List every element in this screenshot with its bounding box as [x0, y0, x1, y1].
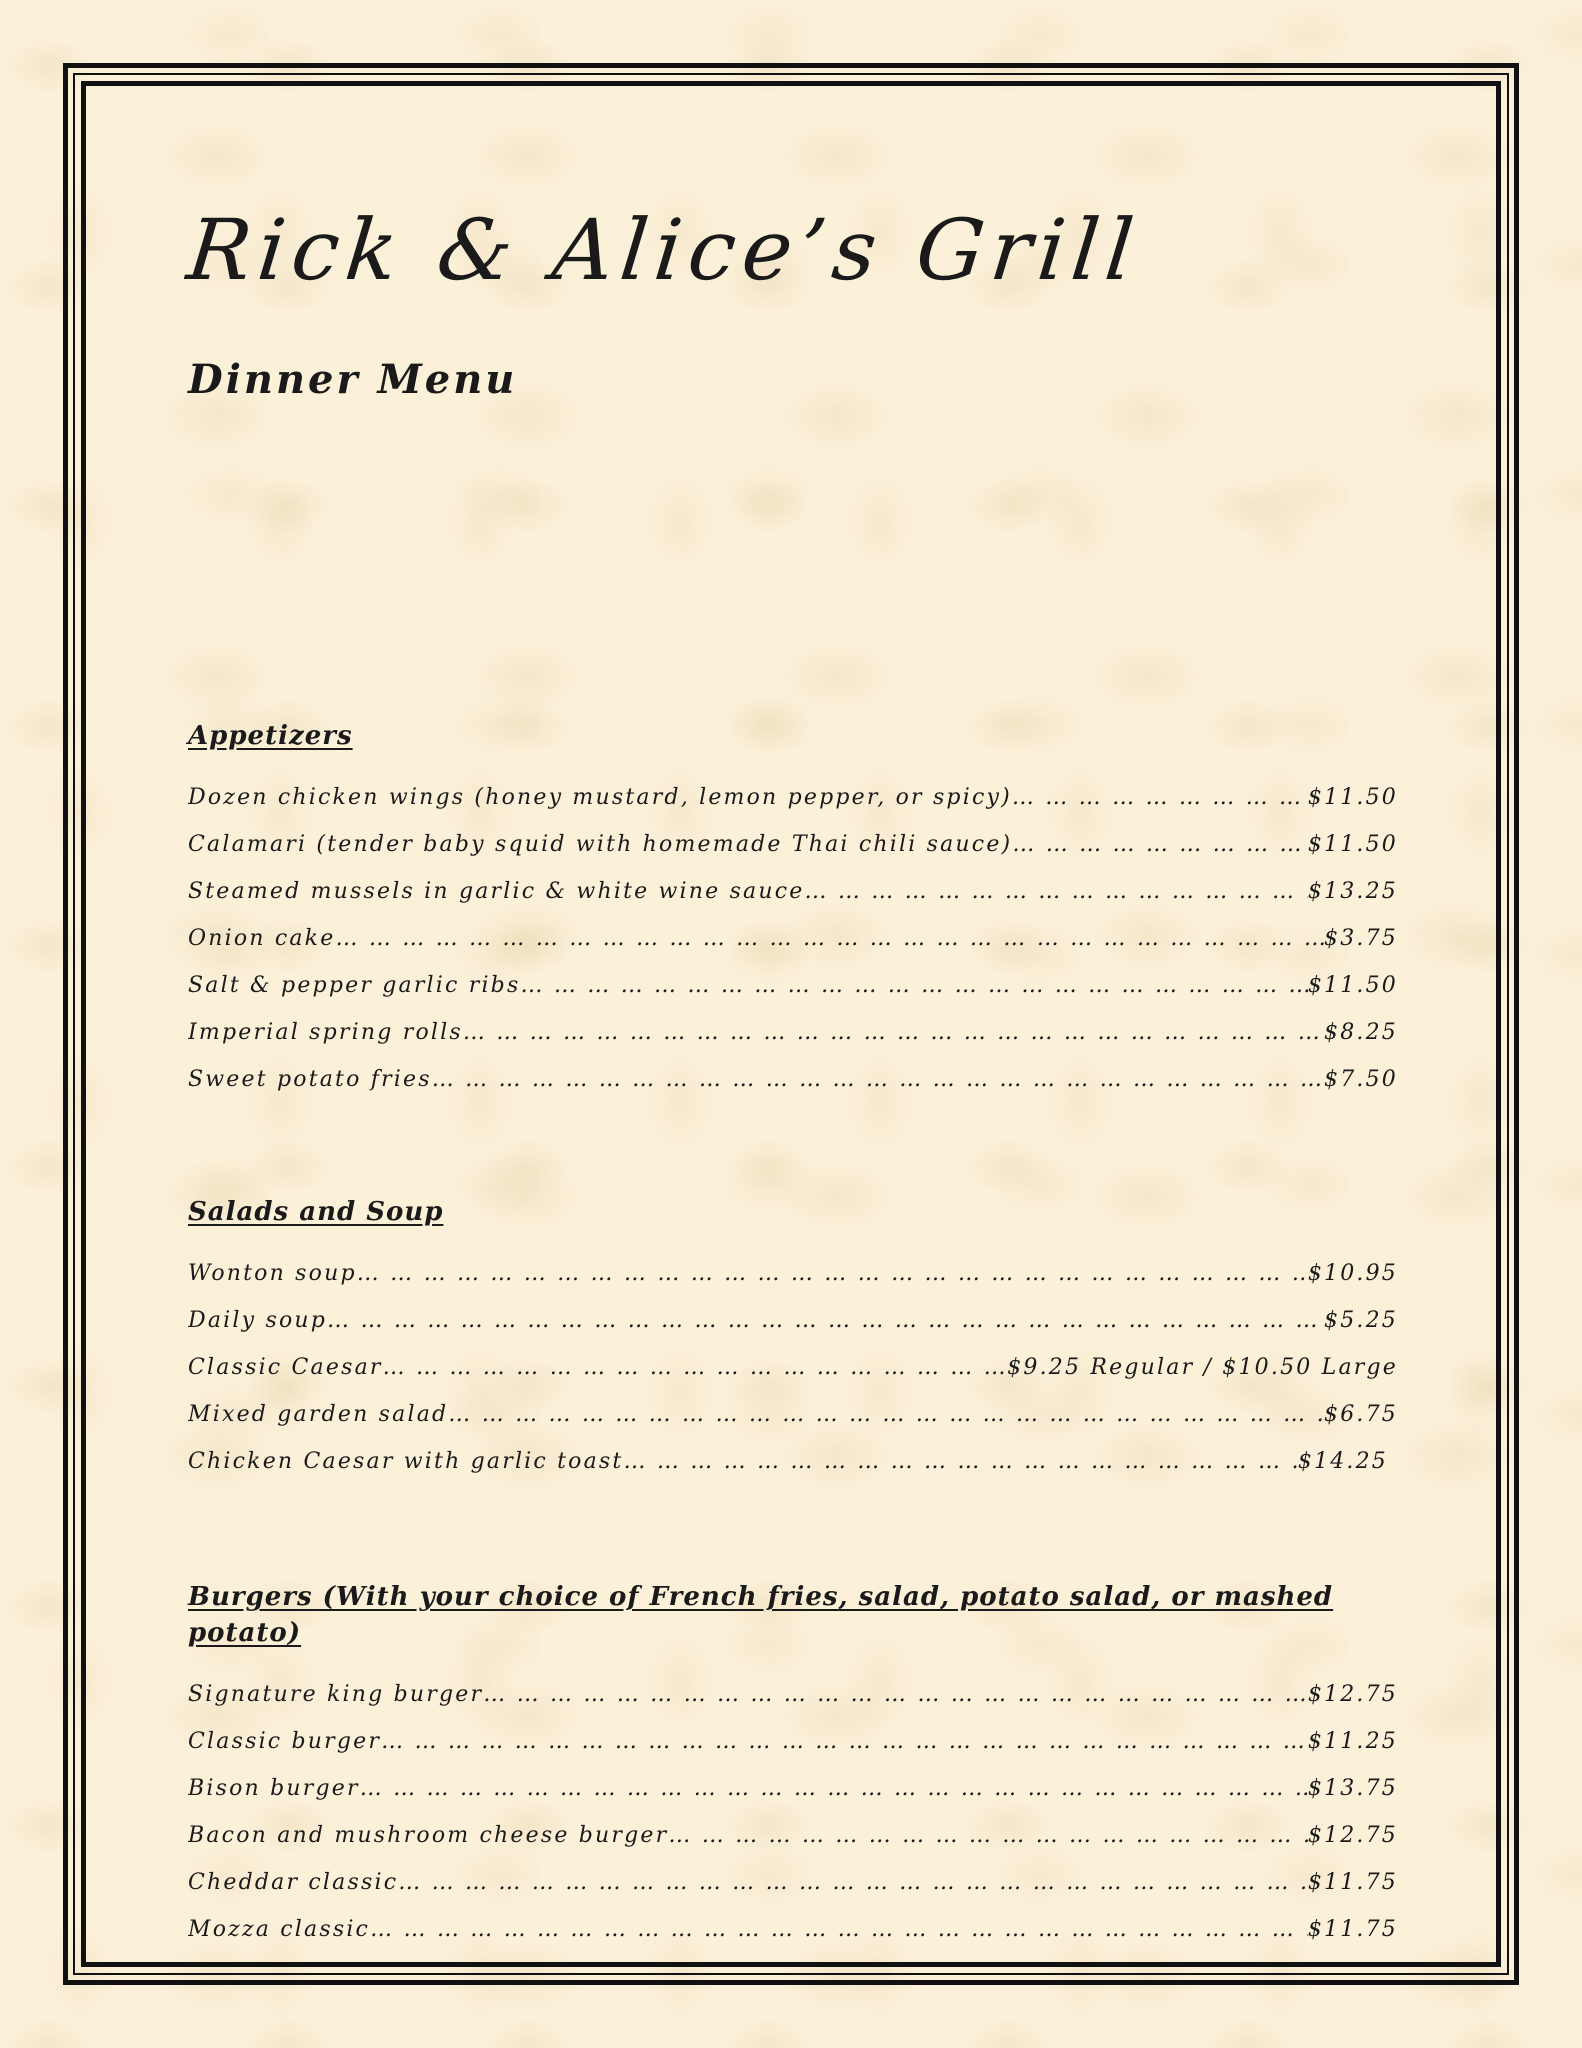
menu-item	[188, 1297, 1398, 1344]
item-name: Mozza classic	[188, 1917, 371, 1942]
item-price: $11.25	[1307, 1729, 1398, 1754]
item-price: $10.95	[1307, 1261, 1398, 1286]
menu-item	[188, 962, 1398, 1009]
item-name: Bison burger	[188, 1776, 360, 1801]
section-burgers	[188, 1579, 1398, 1953]
item-price: $13.75	[1307, 1776, 1398, 1801]
item-name: Salt & pepper garlic ribs	[188, 973, 521, 998]
item-price: $3.75	[1324, 926, 1398, 951]
dot-leader	[360, 1765, 1308, 1812]
menu-content	[182, 200, 1398, 1942]
item-price: $11.50	[1307, 973, 1398, 998]
dot-leader	[520, 962, 1307, 1009]
menu-item	[188, 1391, 1398, 1438]
menu-item	[188, 1671, 1398, 1718]
dot-leader	[1012, 774, 1308, 821]
item-price: $5.25	[1324, 1308, 1398, 1333]
item-price: $11.50	[1307, 832, 1398, 857]
menu-item	[188, 1009, 1398, 1056]
dot-leader	[463, 1009, 1324, 1056]
dot-leader	[327, 1297, 1324, 1344]
item-name: Bacon and mushroom cheese burger	[188, 1823, 669, 1848]
menu-item	[188, 1718, 1398, 1765]
menu-item	[188, 1344, 1398, 1391]
item-price: $14.25	[1297, 1449, 1388, 1474]
item-name: Chicken Caesar with garlic toast	[188, 1449, 624, 1474]
item-price: $8.25	[1324, 1020, 1398, 1045]
menu-item	[188, 821, 1398, 868]
dot-leader	[370, 1906, 1308, 1953]
item-price: $7.50	[1324, 1067, 1398, 1092]
item-name: Imperial spring rolls	[188, 1020, 463, 1045]
dot-leader	[448, 1391, 1324, 1438]
menu-item	[188, 1906, 1398, 1953]
dot-leader	[1012, 821, 1307, 868]
menu-item	[188, 915, 1398, 962]
dot-leader	[398, 1859, 1308, 1906]
menu-item	[188, 1438, 1388, 1485]
dot-leader	[483, 1671, 1308, 1718]
dot-leader	[357, 1250, 1308, 1297]
item-price: $12.75	[1307, 1823, 1398, 1848]
item-price: $6.75	[1324, 1402, 1398, 1427]
section-heading: Salads and Soup	[188, 1197, 444, 1227]
dot-leader	[335, 915, 1324, 962]
dot-leader	[623, 1438, 1297, 1485]
restaurant-title: Rick & Alice’s Grill	[182, 201, 1145, 299]
item-price: $13.25	[1307, 879, 1398, 904]
menu-item	[188, 1056, 1398, 1103]
dot-leader	[805, 868, 1308, 915]
item-price: $11.75	[1307, 1917, 1398, 1942]
section-heading: Appetizers	[188, 721, 353, 751]
item-price: $11.75	[1307, 1870, 1398, 1895]
menu-subtitle: Dinner Menu	[188, 356, 518, 403]
menu-item	[188, 1250, 1398, 1297]
item-name: Sweet potato fries	[188, 1067, 432, 1092]
item-name: Classic Caesar	[188, 1355, 383, 1380]
item-name: Signature king burger	[188, 1682, 484, 1707]
section-appetizers	[188, 718, 1398, 1103]
dot-leader	[381, 1718, 1308, 1765]
menu-item	[188, 868, 1398, 915]
menu-item	[188, 1812, 1398, 1859]
dot-leader	[432, 1056, 1324, 1103]
item-name: Mixed garden salad	[188, 1402, 449, 1427]
dot-leader	[668, 1812, 1307, 1859]
item-name: Dozen chicken wings (honey mustard, lemon pepper, or spicy)	[188, 785, 1012, 810]
item-name: Cheddar classic	[188, 1870, 399, 1895]
item-list	[188, 1250, 1398, 1485]
item-name: Steamed mussels in garlic & white wine sauce	[188, 879, 805, 904]
item-name: Onion cake	[188, 926, 336, 951]
item-name: Daily soup	[188, 1308, 328, 1333]
item-name: Wonton soup	[188, 1261, 357, 1286]
menu-item	[188, 1765, 1398, 1812]
menu-item	[188, 1859, 1398, 1906]
dot-leader	[383, 1344, 1008, 1391]
item-name: Classic burger	[188, 1729, 382, 1754]
section-heading: Burgers (With your choice of French fries, salad, potato salad, or mashed potato)	[188, 1582, 1334, 1648]
item-list	[188, 1671, 1398, 1953]
section-salads-and-soup	[188, 1194, 1398, 1485]
item-name: Calamari (tender baby squid with homemade Thai chili sauce)	[188, 832, 1013, 857]
menu-item	[188, 774, 1398, 821]
item-price: $9.25 Regular / $10.50 Large	[1007, 1355, 1398, 1380]
item-price: $11.50	[1307, 785, 1398, 810]
item-list	[188, 774, 1398, 1103]
item-price: $12.75	[1307, 1682, 1398, 1707]
